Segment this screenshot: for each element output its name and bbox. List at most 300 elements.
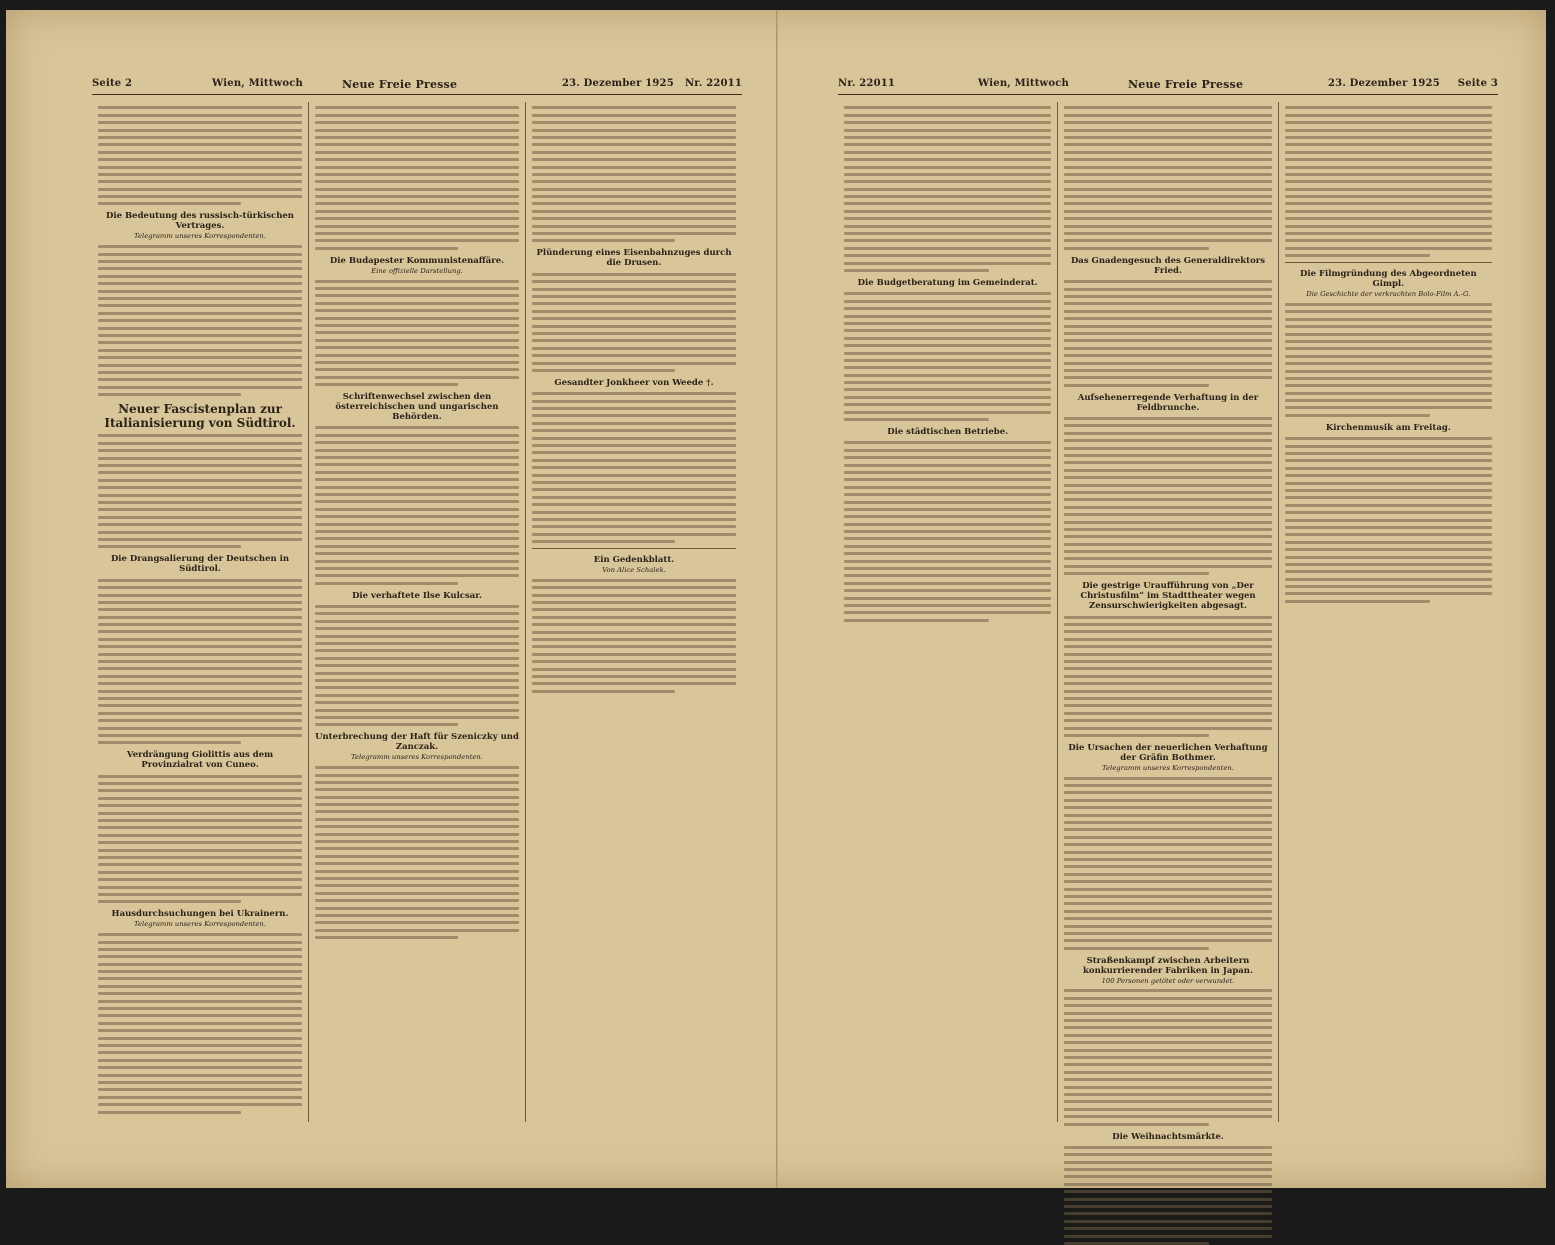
right-column-1	[838, 102, 1058, 1122]
text-line	[315, 907, 519, 910]
text-line	[532, 354, 736, 357]
text-line	[98, 886, 302, 889]
page-number: Seite 2	[92, 78, 133, 89]
text-line	[844, 418, 989, 421]
text-line	[315, 810, 519, 813]
text-line	[1064, 202, 1271, 205]
text-line	[98, 1051, 302, 1054]
text-line	[98, 675, 302, 678]
text-line	[1064, 690, 1271, 693]
text-line	[1064, 734, 1209, 737]
text-line	[1064, 895, 1271, 898]
text-line	[532, 151, 736, 154]
text-line	[98, 948, 302, 951]
text-line	[532, 518, 736, 521]
text-line	[315, 486, 519, 489]
article-heading: Unterbrechung der Haft für Szeniczky und Zanczak.	[315, 732, 519, 753]
text-line	[98, 158, 302, 161]
body-text-block	[315, 280, 519, 386]
text-line	[1064, 506, 1271, 509]
text-line	[844, 582, 1051, 585]
article-heading: Schriftenwechsel zwischen den österreichischen und ungarischen Behörden.	[335, 392, 499, 423]
text-line	[315, 339, 519, 342]
text-line	[844, 225, 1051, 228]
text-line	[98, 616, 302, 619]
text-line	[1285, 188, 1492, 191]
body-text-block	[1064, 417, 1271, 575]
text-line	[532, 325, 736, 328]
text-line	[532, 369, 675, 372]
text-line	[1064, 1227, 1271, 1230]
text-line	[1285, 519, 1492, 522]
text-line	[844, 180, 1051, 183]
text-line	[98, 260, 302, 263]
text-line	[1285, 496, 1492, 499]
text-line	[532, 302, 736, 305]
text-line	[1064, 1235, 1271, 1238]
text-line	[98, 304, 302, 307]
text-line	[1064, 325, 1271, 328]
text-line	[844, 114, 1051, 117]
text-line	[315, 833, 519, 836]
text-line	[1064, 447, 1271, 450]
text-line	[98, 819, 302, 822]
text-line	[98, 797, 302, 800]
text-line	[1285, 592, 1492, 595]
text-line	[98, 1044, 302, 1047]
text-line	[315, 870, 519, 873]
text-line	[315, 441, 519, 444]
text-line	[315, 202, 519, 205]
text-line	[1064, 828, 1271, 831]
text-line	[1285, 247, 1492, 250]
article-heading: Die Filmgründung des Abgeordneten Gimpl.	[1300, 269, 1477, 290]
body-text-block	[315, 605, 519, 726]
text-line	[98, 1066, 302, 1069]
issue-number: Nr. 22011	[838, 78, 896, 89]
body-text-block	[1064, 106, 1271, 249]
text-line	[1064, 288, 1271, 291]
text-line	[844, 374, 1051, 377]
text-line	[315, 500, 519, 503]
text-line	[98, 992, 302, 995]
text-line	[315, 478, 519, 481]
text-line	[315, 582, 458, 585]
body-text-block	[1064, 1146, 1271, 1245]
text-line	[844, 537, 1051, 540]
text-line	[98, 464, 302, 467]
text-line	[1064, 836, 1271, 839]
article-heading: Straßenkampf zwischen Arbeitern konkurrierender Fabriken in Japan.	[1083, 955, 1253, 976]
text-line	[98, 977, 302, 980]
text-line	[1064, 653, 1271, 656]
text-line	[844, 254, 1051, 257]
text-line	[1285, 541, 1492, 544]
text-line	[98, 970, 302, 973]
text-line	[532, 511, 736, 514]
text-line	[1064, 195, 1271, 198]
text-line	[1064, 1153, 1271, 1156]
text-line	[1064, 997, 1271, 1000]
text-line	[315, 774, 519, 777]
text-line	[315, 317, 519, 320]
text-line	[1064, 712, 1271, 715]
text-line	[1285, 384, 1492, 387]
text-line	[1064, 369, 1271, 372]
text-line	[1064, 151, 1271, 154]
text-line	[1064, 682, 1271, 685]
text-line	[1285, 392, 1492, 395]
text-line	[1064, 376, 1271, 379]
text-line	[98, 531, 302, 534]
text-line	[1285, 548, 1492, 551]
text-line	[844, 210, 1051, 213]
text-line	[315, 302, 519, 305]
text-line	[532, 623, 736, 626]
text-line	[98, 364, 302, 367]
text-line	[1285, 210, 1492, 213]
text-line	[98, 826, 302, 829]
text-line	[98, 341, 302, 344]
article-heading: Die Drangsalierung der Deutschen in Südtirol.	[110, 554, 290, 575]
text-line	[98, 638, 302, 641]
text-line	[98, 275, 302, 278]
text-line	[98, 667, 302, 670]
article-heading: Neuer Fascistenplan zur Italianisierung von Südtirol.	[104, 402, 296, 431]
text-line	[532, 106, 736, 109]
text-line	[98, 1000, 302, 1003]
text-line	[1064, 1205, 1271, 1208]
article-heading: Kirchenmusik am Freitag.	[1325, 422, 1451, 433]
text-line	[1285, 489, 1492, 492]
text-line	[532, 288, 736, 291]
text-line	[1064, 925, 1271, 928]
text-line	[98, 856, 302, 859]
body-text-block	[532, 273, 736, 372]
text-line	[315, 672, 519, 675]
text-line	[844, 403, 1051, 406]
text-line	[98, 297, 302, 300]
text-line	[315, 694, 519, 697]
text-line	[844, 388, 1051, 391]
text-line	[844, 493, 1051, 496]
text-line	[98, 508, 302, 511]
text-line	[532, 488, 736, 491]
text-line	[1064, 354, 1271, 357]
body-text-block	[98, 106, 302, 205]
text-line	[1064, 880, 1271, 883]
text-line	[532, 638, 736, 641]
text-line	[98, 985, 302, 988]
text-line	[98, 719, 302, 722]
text-line	[98, 129, 302, 132]
text-line	[98, 494, 302, 497]
text-line	[844, 151, 1051, 154]
text-line	[532, 295, 736, 298]
article-subheading: Eine offizielle Darstellung.	[371, 266, 463, 275]
text-line	[1064, 362, 1271, 365]
text-line	[315, 346, 519, 349]
text-line	[844, 329, 1051, 332]
text-line	[98, 601, 302, 604]
text-line	[98, 782, 302, 785]
article-heading: Gesandter Jonkheer von Weede †.	[554, 377, 714, 388]
text-line	[1285, 114, 1492, 117]
text-line	[315, 642, 519, 645]
text-line	[1064, 791, 1271, 794]
text-line	[98, 1022, 302, 1025]
text-line	[1285, 563, 1492, 566]
text-line	[1285, 355, 1492, 358]
text-line	[1064, 498, 1271, 501]
text-line	[98, 121, 302, 124]
text-line	[98, 267, 302, 270]
text-line	[98, 871, 302, 874]
text-line	[315, 361, 519, 364]
text-line	[98, 356, 302, 359]
text-line	[98, 690, 302, 693]
text-line	[1064, 910, 1271, 913]
text-line	[1064, 704, 1271, 707]
text-line	[315, 936, 458, 939]
text-line	[1064, 1123, 1209, 1126]
text-line	[1064, 1100, 1271, 1103]
text-line	[1064, 166, 1271, 169]
text-line	[844, 292, 1051, 295]
text-line	[1064, 513, 1271, 516]
text-line	[315, 239, 519, 242]
text-line	[532, 225, 736, 228]
text-line	[98, 516, 302, 519]
body-text-block	[844, 292, 1051, 421]
text-line	[315, 287, 519, 290]
text-line	[844, 523, 1051, 526]
text-line	[315, 456, 519, 459]
text-line	[1064, 339, 1271, 342]
text-line	[98, 727, 302, 730]
text-line	[532, 114, 736, 117]
text-line	[315, 560, 519, 563]
text-line	[98, 114, 302, 117]
text-line	[1285, 467, 1492, 470]
text-line	[1285, 195, 1492, 198]
text-line	[1285, 556, 1492, 559]
text-line	[98, 523, 302, 526]
text-line	[1064, 697, 1271, 700]
text-line	[315, 649, 519, 652]
text-line	[1064, 439, 1271, 442]
text-line	[98, 312, 302, 315]
text-line	[532, 332, 736, 335]
text-line	[1285, 239, 1492, 242]
text-line	[1285, 158, 1492, 161]
text-line	[1064, 484, 1271, 487]
text-line	[98, 941, 302, 944]
text-line	[98, 378, 302, 381]
text-line	[1064, 1161, 1271, 1164]
text-line	[98, 630, 302, 633]
text-line	[315, 449, 519, 452]
text-line	[844, 247, 1051, 250]
text-line	[315, 158, 519, 161]
text-line	[1064, 454, 1271, 457]
text-line	[844, 449, 1051, 452]
text-line	[532, 210, 736, 213]
text-line	[1285, 578, 1492, 581]
text-line	[98, 645, 302, 648]
text-line	[1285, 482, 1492, 485]
text-line	[844, 232, 1051, 235]
body-text-block	[315, 426, 519, 584]
text-line	[532, 608, 736, 611]
text-line	[315, 552, 519, 555]
text-line	[844, 478, 1051, 481]
text-line	[315, 188, 519, 191]
text-line	[532, 631, 736, 634]
text-line	[98, 245, 302, 248]
issue-date: 23. Dezember 1925	[562, 78, 674, 89]
text-line	[1064, 528, 1271, 531]
text-line	[532, 407, 736, 410]
text-line	[1064, 799, 1271, 802]
article-subheading: Telegramm unseres Korrespondenten.	[134, 232, 266, 241]
text-line	[315, 574, 519, 577]
text-line	[1285, 217, 1492, 220]
text-line	[98, 1096, 302, 1099]
text-line	[315, 106, 519, 109]
text-line	[1285, 437, 1492, 440]
text-line	[844, 143, 1051, 146]
text-line	[532, 466, 736, 469]
text-line	[1285, 166, 1492, 169]
article-heading: Plünderung eines Eisenbahnzuges durch die Drusen.	[536, 248, 732, 269]
body-text-block	[1064, 616, 1271, 737]
text-line	[315, 664, 519, 667]
text-line	[844, 411, 1051, 414]
text-line	[315, 114, 519, 117]
text-line	[1285, 347, 1492, 350]
text-line	[98, 136, 302, 139]
divider	[1285, 262, 1492, 263]
text-line	[844, 300, 1051, 303]
text-line	[315, 383, 458, 386]
text-line	[1064, 158, 1271, 161]
article-heading: Die Weihnachtsmärkte.	[1112, 1131, 1224, 1142]
text-line	[315, 195, 519, 198]
text-line	[98, 188, 302, 191]
text-line	[1285, 452, 1492, 455]
text-line	[1285, 399, 1492, 402]
text-line	[1064, 106, 1271, 109]
text-line	[98, 173, 302, 176]
text-line	[844, 597, 1051, 600]
text-line	[98, 893, 302, 896]
text-line	[1064, 917, 1271, 920]
text-line	[1064, 865, 1271, 868]
place-day: Wien, Mittwoch	[212, 78, 303, 89]
text-line	[532, 239, 675, 242]
text-line	[98, 933, 302, 936]
text-line	[844, 337, 1051, 340]
text-line	[1064, 1115, 1271, 1118]
text-line	[844, 217, 1051, 220]
text-line	[98, 253, 302, 256]
text-line	[532, 682, 736, 685]
article-heading: Die städtischen Betriebe.	[887, 427, 1009, 438]
text-line	[844, 508, 1051, 511]
text-line	[98, 955, 302, 958]
text-line	[844, 188, 1051, 191]
text-line	[532, 540, 675, 543]
text-line	[1285, 600, 1430, 603]
text-line	[98, 741, 241, 744]
text-line	[98, 1074, 302, 1077]
text-line	[98, 682, 302, 685]
text-line	[1064, 784, 1271, 787]
text-line	[98, 900, 241, 903]
text-line	[1064, 888, 1271, 891]
text-line	[844, 352, 1051, 355]
body-text-block	[844, 106, 1051, 272]
text-line	[98, 143, 302, 146]
text-line	[315, 855, 519, 858]
left-column-1	[92, 102, 309, 1122]
text-line	[1064, 1168, 1271, 1171]
text-line	[1064, 332, 1271, 335]
text-line	[1064, 461, 1271, 464]
text-line	[98, 349, 302, 352]
article-subheading: Telegramm unseres Korrespondenten.	[134, 920, 266, 929]
text-line	[98, 334, 302, 337]
text-line	[315, 929, 519, 932]
text-line	[315, 324, 519, 327]
text-line	[532, 594, 736, 597]
text-line	[98, 704, 302, 707]
text-line	[98, 106, 302, 109]
divider	[532, 548, 736, 549]
text-line	[315, 679, 519, 682]
right-columns	[838, 102, 1498, 1142]
text-line	[98, 594, 302, 597]
text-line	[844, 269, 989, 272]
text-line	[315, 129, 519, 132]
text-line	[98, 180, 302, 183]
article-heading: Die Bedeutung des russisch-türkischen Vertrages.	[106, 211, 294, 232]
text-line	[532, 429, 736, 432]
text-line	[1064, 384, 1209, 387]
text-line	[844, 166, 1051, 169]
left-page	[6, 10, 776, 1188]
text-line	[315, 530, 519, 533]
text-line	[1064, 565, 1271, 568]
text-line	[1285, 459, 1492, 462]
text-line	[315, 840, 519, 843]
text-line	[844, 530, 1051, 533]
article-heading: Ein Gedenkblatt.	[593, 555, 675, 566]
text-line	[1064, 821, 1271, 824]
text-line	[1064, 1212, 1271, 1215]
text-line	[315, 545, 519, 548]
text-line	[532, 188, 736, 191]
text-line	[1064, 932, 1271, 935]
text-line	[315, 173, 519, 176]
text-line	[315, 803, 519, 806]
text-line	[844, 441, 1051, 444]
body-text-block	[98, 775, 302, 904]
text-line	[315, 225, 519, 228]
text-line	[1064, 806, 1271, 809]
text-line	[1285, 136, 1492, 139]
